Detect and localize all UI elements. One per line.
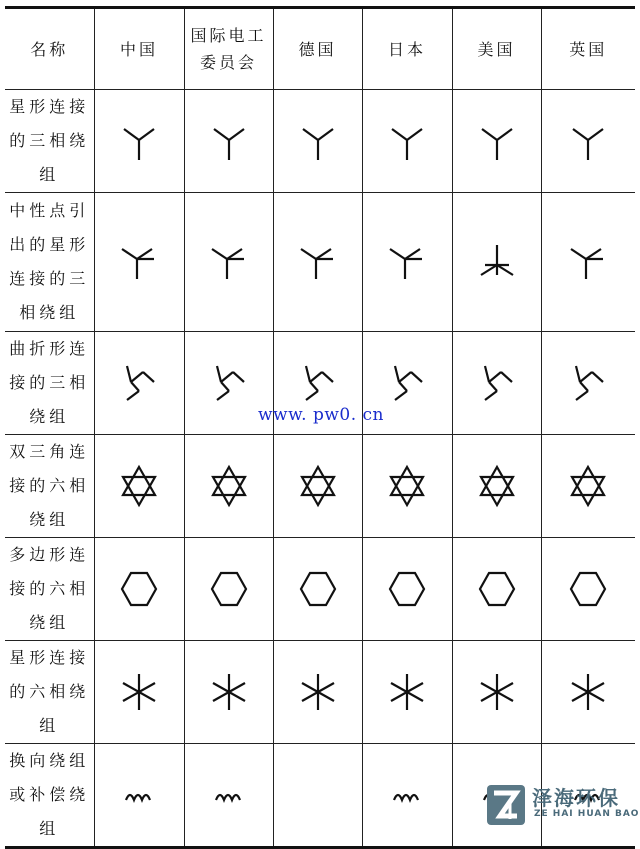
- double-delta-icon: [298, 465, 338, 507]
- symbol-cell-germany: [273, 435, 362, 538]
- zigzag-icon: [477, 362, 517, 404]
- hexagon-icon: [119, 568, 159, 610]
- star-6-icon: [119, 671, 159, 713]
- star-3-neutral-icon: [298, 241, 338, 283]
- symbol-comparison-table: [5, 6, 635, 849]
- watermark-url: www. pw0. cn: [258, 405, 384, 425]
- hexagon-icon: [568, 568, 608, 610]
- zigzag-icon: [209, 362, 249, 404]
- star-3-icon: [387, 120, 427, 162]
- symbol-cell-japan: [362, 90, 452, 193]
- table-row: [5, 90, 635, 193]
- symbol-cell-germany: [273, 538, 362, 641]
- symbol-cell-usa: [452, 332, 541, 435]
- star-3-neutral-icon: [119, 241, 159, 283]
- table-row: [5, 435, 635, 538]
- star-6-icon: [387, 671, 427, 713]
- symbol-cell-iec: [184, 744, 273, 848]
- symbol-cell-japan: [362, 538, 452, 641]
- star-6-icon: [209, 671, 249, 713]
- symbol-cell-usa: [452, 90, 541, 193]
- symbol-cell-iec: [184, 90, 273, 193]
- header-cell-usa: 美国: [452, 8, 541, 90]
- symbol-cell-japan: [362, 193, 452, 332]
- winding-icon: [122, 786, 156, 804]
- hexagon-icon: [209, 568, 249, 610]
- hexagon-icon: [477, 568, 517, 610]
- row-label: 曲折形连接的三相绕组: [5, 332, 94, 435]
- hexagon-icon: [387, 568, 427, 610]
- double-delta-icon: [387, 465, 427, 507]
- row-label: 换向绕组或补偿绕组: [5, 744, 94, 848]
- symbol-cell-uk: [541, 90, 635, 193]
- zigzag-icon: [387, 362, 427, 404]
- header-cell-germany: 德国: [273, 8, 362, 90]
- zh-logo-icon: [486, 784, 526, 826]
- row-label: 双三角连接的六相绕组: [5, 435, 94, 538]
- header-cell-name: 名称: [5, 8, 94, 90]
- symbol-cell-iec: [184, 435, 273, 538]
- symbol-cell-china: [94, 744, 184, 848]
- row-label: 中性点引出的星形连接的三相绕组: [5, 193, 94, 332]
- symbol-cell-china: [94, 641, 184, 744]
- header-cell-china: 中国: [94, 8, 184, 90]
- logo-name-en: ZE HAI HUAN BAO: [534, 809, 640, 819]
- winding-icon: [212, 786, 246, 804]
- symbol-cell-iec: [184, 538, 273, 641]
- header-row: [5, 8, 635, 90]
- symbol-cell-uk: [541, 435, 635, 538]
- symbol-cell-uk: [541, 332, 635, 435]
- zigzag-icon: [568, 362, 608, 404]
- double-delta-icon: [119, 465, 159, 507]
- symbol-cell-japan: [362, 744, 452, 848]
- symbol-cell-usa: [452, 538, 541, 641]
- header-cell-iec: 国际电工委员会: [184, 8, 273, 90]
- double-delta-icon: [568, 465, 608, 507]
- symbol-cell-uk: [541, 193, 635, 332]
- symbol-cell-china: [94, 332, 184, 435]
- symbol-cell-usa: [452, 435, 541, 538]
- logo-name-cn: 泽海环保: [532, 786, 620, 810]
- row-label: 多边形连接的六相绕组: [5, 538, 94, 641]
- winding-icon: [390, 786, 424, 804]
- star-3-icon: [568, 120, 608, 162]
- header-cell-japan: 日本: [362, 8, 452, 90]
- table-row: [5, 641, 635, 744]
- star-6-icon: [298, 671, 338, 713]
- symbol-cell-iec: [184, 193, 273, 332]
- hexagon-icon: [298, 568, 338, 610]
- table-row: [5, 538, 635, 641]
- symbol-cell-japan: [362, 641, 452, 744]
- star-3-icon: [119, 120, 159, 162]
- zigzag-icon: [119, 362, 159, 404]
- symbol-cell-usa: [452, 641, 541, 744]
- star-3-neutral-us-icon: [477, 241, 517, 283]
- symbol-cell-china: [94, 435, 184, 538]
- row-label: 星形连接的三相绕组: [5, 90, 94, 193]
- symbol-cell-germany: [273, 193, 362, 332]
- symbol-cell-usa: [452, 193, 541, 332]
- symbol-cell-china: [94, 538, 184, 641]
- symbol-cell-uk: [541, 538, 635, 641]
- star-3-neutral-icon: [209, 241, 249, 283]
- symbol-cell-china: [94, 90, 184, 193]
- row-label: 星形连接的六相绕组: [5, 641, 94, 744]
- brand-logo: [486, 782, 640, 828]
- star-3-icon: [477, 120, 517, 162]
- symbol-cell-iec: [184, 641, 273, 744]
- double-delta-icon: [209, 465, 249, 507]
- star-3-icon: [298, 120, 338, 162]
- symbol-cell-germany: [273, 90, 362, 193]
- star-3-neutral-icon: [568, 241, 608, 283]
- symbol-cell-germany: [273, 641, 362, 744]
- star-3-icon: [209, 120, 249, 162]
- symbol-cell-uk: [541, 641, 635, 744]
- star-3-neutral-icon: [387, 241, 427, 283]
- double-delta-icon: [477, 465, 517, 507]
- header-cell-uk: 英国: [541, 8, 635, 90]
- star-6-icon: [477, 671, 517, 713]
- star-6-icon: [568, 671, 608, 713]
- symbol-cell-japan: [362, 435, 452, 538]
- table-row: [5, 193, 635, 332]
- zigzag-icon: [298, 362, 338, 404]
- symbol-cell-china: [94, 193, 184, 332]
- symbol-cell-germany: [273, 744, 362, 848]
